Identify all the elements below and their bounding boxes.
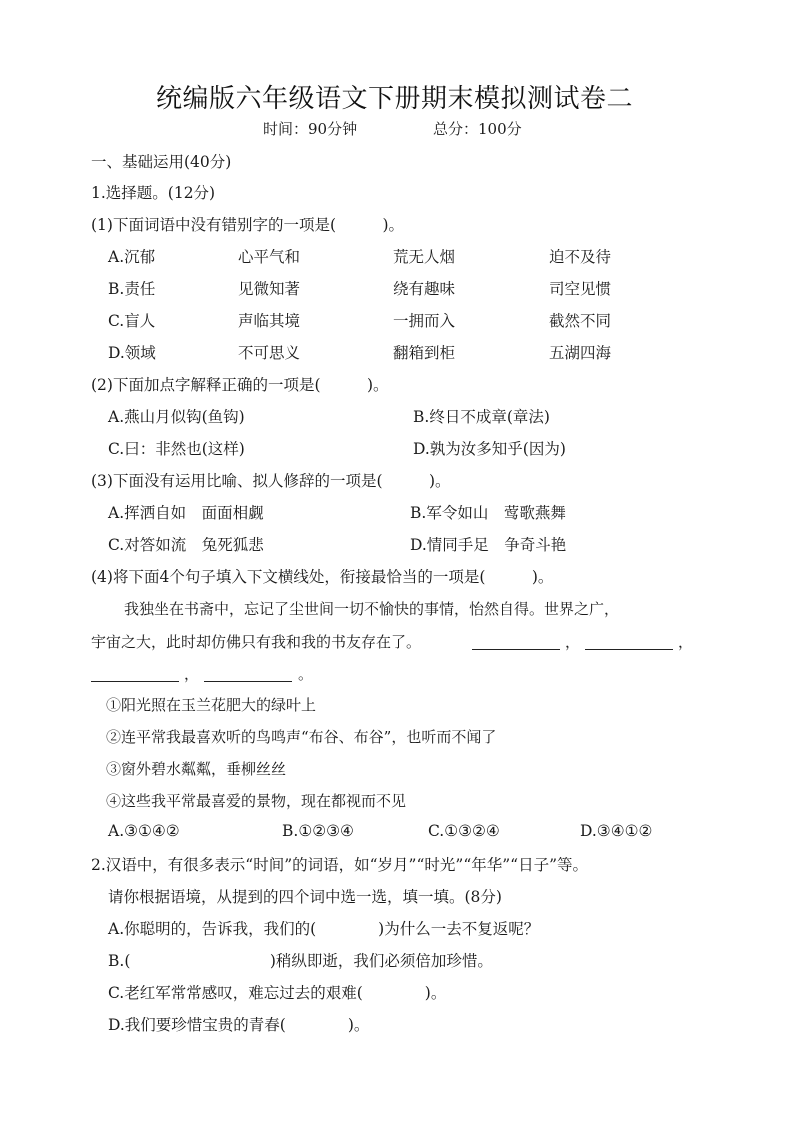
- question-1-3-prompt: (3)下面没有运用比喻、拟人修辞的一项是( )。: [91, 472, 451, 490]
- question-2-line-2: 请你根据语境，从提到的四个词中选一选，填一填。(8分): [108, 888, 502, 906]
- sentence-4: ④这些我平常最喜爱的景物，现在都视而不见: [106, 792, 407, 810]
- question-1-2-option-d: D.孰为汝多知乎(因为): [413, 440, 566, 458]
- question-1-4-option-d: D.③④①②: [580, 822, 653, 840]
- option-b-word-1: B.责任: [108, 280, 156, 298]
- sentence-2: ②连平常我最喜欢听的鸟鸣声“布谷、布谷”，也听而不闻了: [106, 728, 497, 746]
- question-1-3-option-c: C.对答如流 兔死狐悲: [108, 536, 264, 554]
- option-b-word-2: 见微知著: [238, 280, 301, 298]
- question-1-4-option-c: C.①③②④: [428, 822, 500, 840]
- option-d-word-2: 不可思义: [238, 344, 301, 362]
- question-1-3-option-a: A.挥洒自如 面面相觑: [108, 504, 264, 522]
- answer-blank-2[interactable]: [585, 648, 673, 650]
- question-1-2-option-b: B.终日不成章(章法): [413, 408, 550, 426]
- answer-blank-3[interactable]: [91, 680, 179, 682]
- passage-line-2: 宇宙之大，此时却仿佛只有我和我的书友存在了。: [91, 633, 422, 651]
- option-b-word-3: 绕有趣味: [393, 280, 456, 298]
- option-c-word-3: 一拥而入: [393, 312, 456, 330]
- question-1-4-prompt: (4)将下面4个句子填入下文横线处，衔接最恰当的一项是( )。: [91, 568, 554, 586]
- answer-blank-4[interactable]: [204, 680, 292, 682]
- question-2-item-d: D.我们要珍惜宝贵的青春( )。: [108, 1016, 370, 1034]
- question-1-3-option-b: B.军令如山 莺歌燕舞: [410, 504, 566, 522]
- option-c-word-1: C.盲人: [108, 312, 156, 330]
- passage-line-1: 我独坐在书斋中，忘记了尘世间一切不愉快的事情，怡然自得。世界之广，: [124, 600, 620, 618]
- blank-end-period: 。: [298, 665, 314, 683]
- option-a-word-1: A.沉郁: [108, 248, 156, 266]
- page-title: 统编版六年级语文下册期末模拟测试卷二: [156, 84, 634, 114]
- option-d-word-1: D.领域: [108, 344, 156, 362]
- exam-total-score: 总分：100分: [433, 120, 522, 138]
- sentence-3: ③窗外碧水粼粼，垂柳丝丝: [106, 760, 287, 778]
- question-1-2-option-c: C.曰：非然也(这样): [108, 440, 245, 458]
- question-2-item-c: C.老红军常常感叹，难忘过去的艰难( )。: [108, 984, 447, 1002]
- question-2-item-a: A.你聪明的，告诉我，我们的( )为什么一去不复返呢？: [108, 920, 540, 938]
- answer-blank-1[interactable]: [472, 648, 560, 650]
- question-1-2-option-a: A.燕山月似钩(鱼钩): [108, 408, 245, 426]
- blank-separator: ，: [678, 633, 694, 651]
- section-heading: 一、基础运用(40分): [91, 153, 232, 171]
- question-2-line-1: 2.汉语中，有很多表示“时间”的词语，如“岁月”“时光”“年华”“日子”等。: [91, 856, 589, 874]
- option-d-word-3: 翻箱到柜: [393, 344, 456, 362]
- question-1-4-option-b: B.①②③④: [282, 822, 354, 840]
- option-a-word-4: 迫不及待: [549, 248, 612, 266]
- exam-time: 时间：90分钟: [263, 120, 358, 138]
- option-a-word-3: 荒无人烟: [393, 248, 456, 266]
- option-a-word-2: 心平气和: [238, 248, 301, 266]
- question-1-2-prompt: (2)下面加点字解释正确的一项是( )。: [91, 376, 389, 394]
- question-2-item-b: B.( )稍纵即逝，我们必须倍加珍惜。: [108, 952, 493, 970]
- question-1-3-option-d: D.情同手足 争奇斗艳: [410, 536, 567, 554]
- option-c-word-4: 截然不同: [549, 312, 612, 330]
- blank-separator: ，: [184, 665, 200, 683]
- blank-separator: ，: [565, 633, 581, 651]
- question-1-4-option-a: A.③①④②: [108, 822, 180, 840]
- option-d-word-4: 五湖四海: [549, 344, 612, 362]
- question-1-1-prompt: (1)下面词语中没有错别字的一项是( )。: [91, 216, 405, 234]
- option-b-word-4: 司空见惯: [549, 280, 612, 298]
- sentence-1: ①阳光照在玉兰花肥大的绿叶上: [106, 696, 317, 714]
- question-1-label: 1.选择题。(12分): [91, 184, 216, 202]
- option-c-word-2: 声临其境: [238, 312, 301, 330]
